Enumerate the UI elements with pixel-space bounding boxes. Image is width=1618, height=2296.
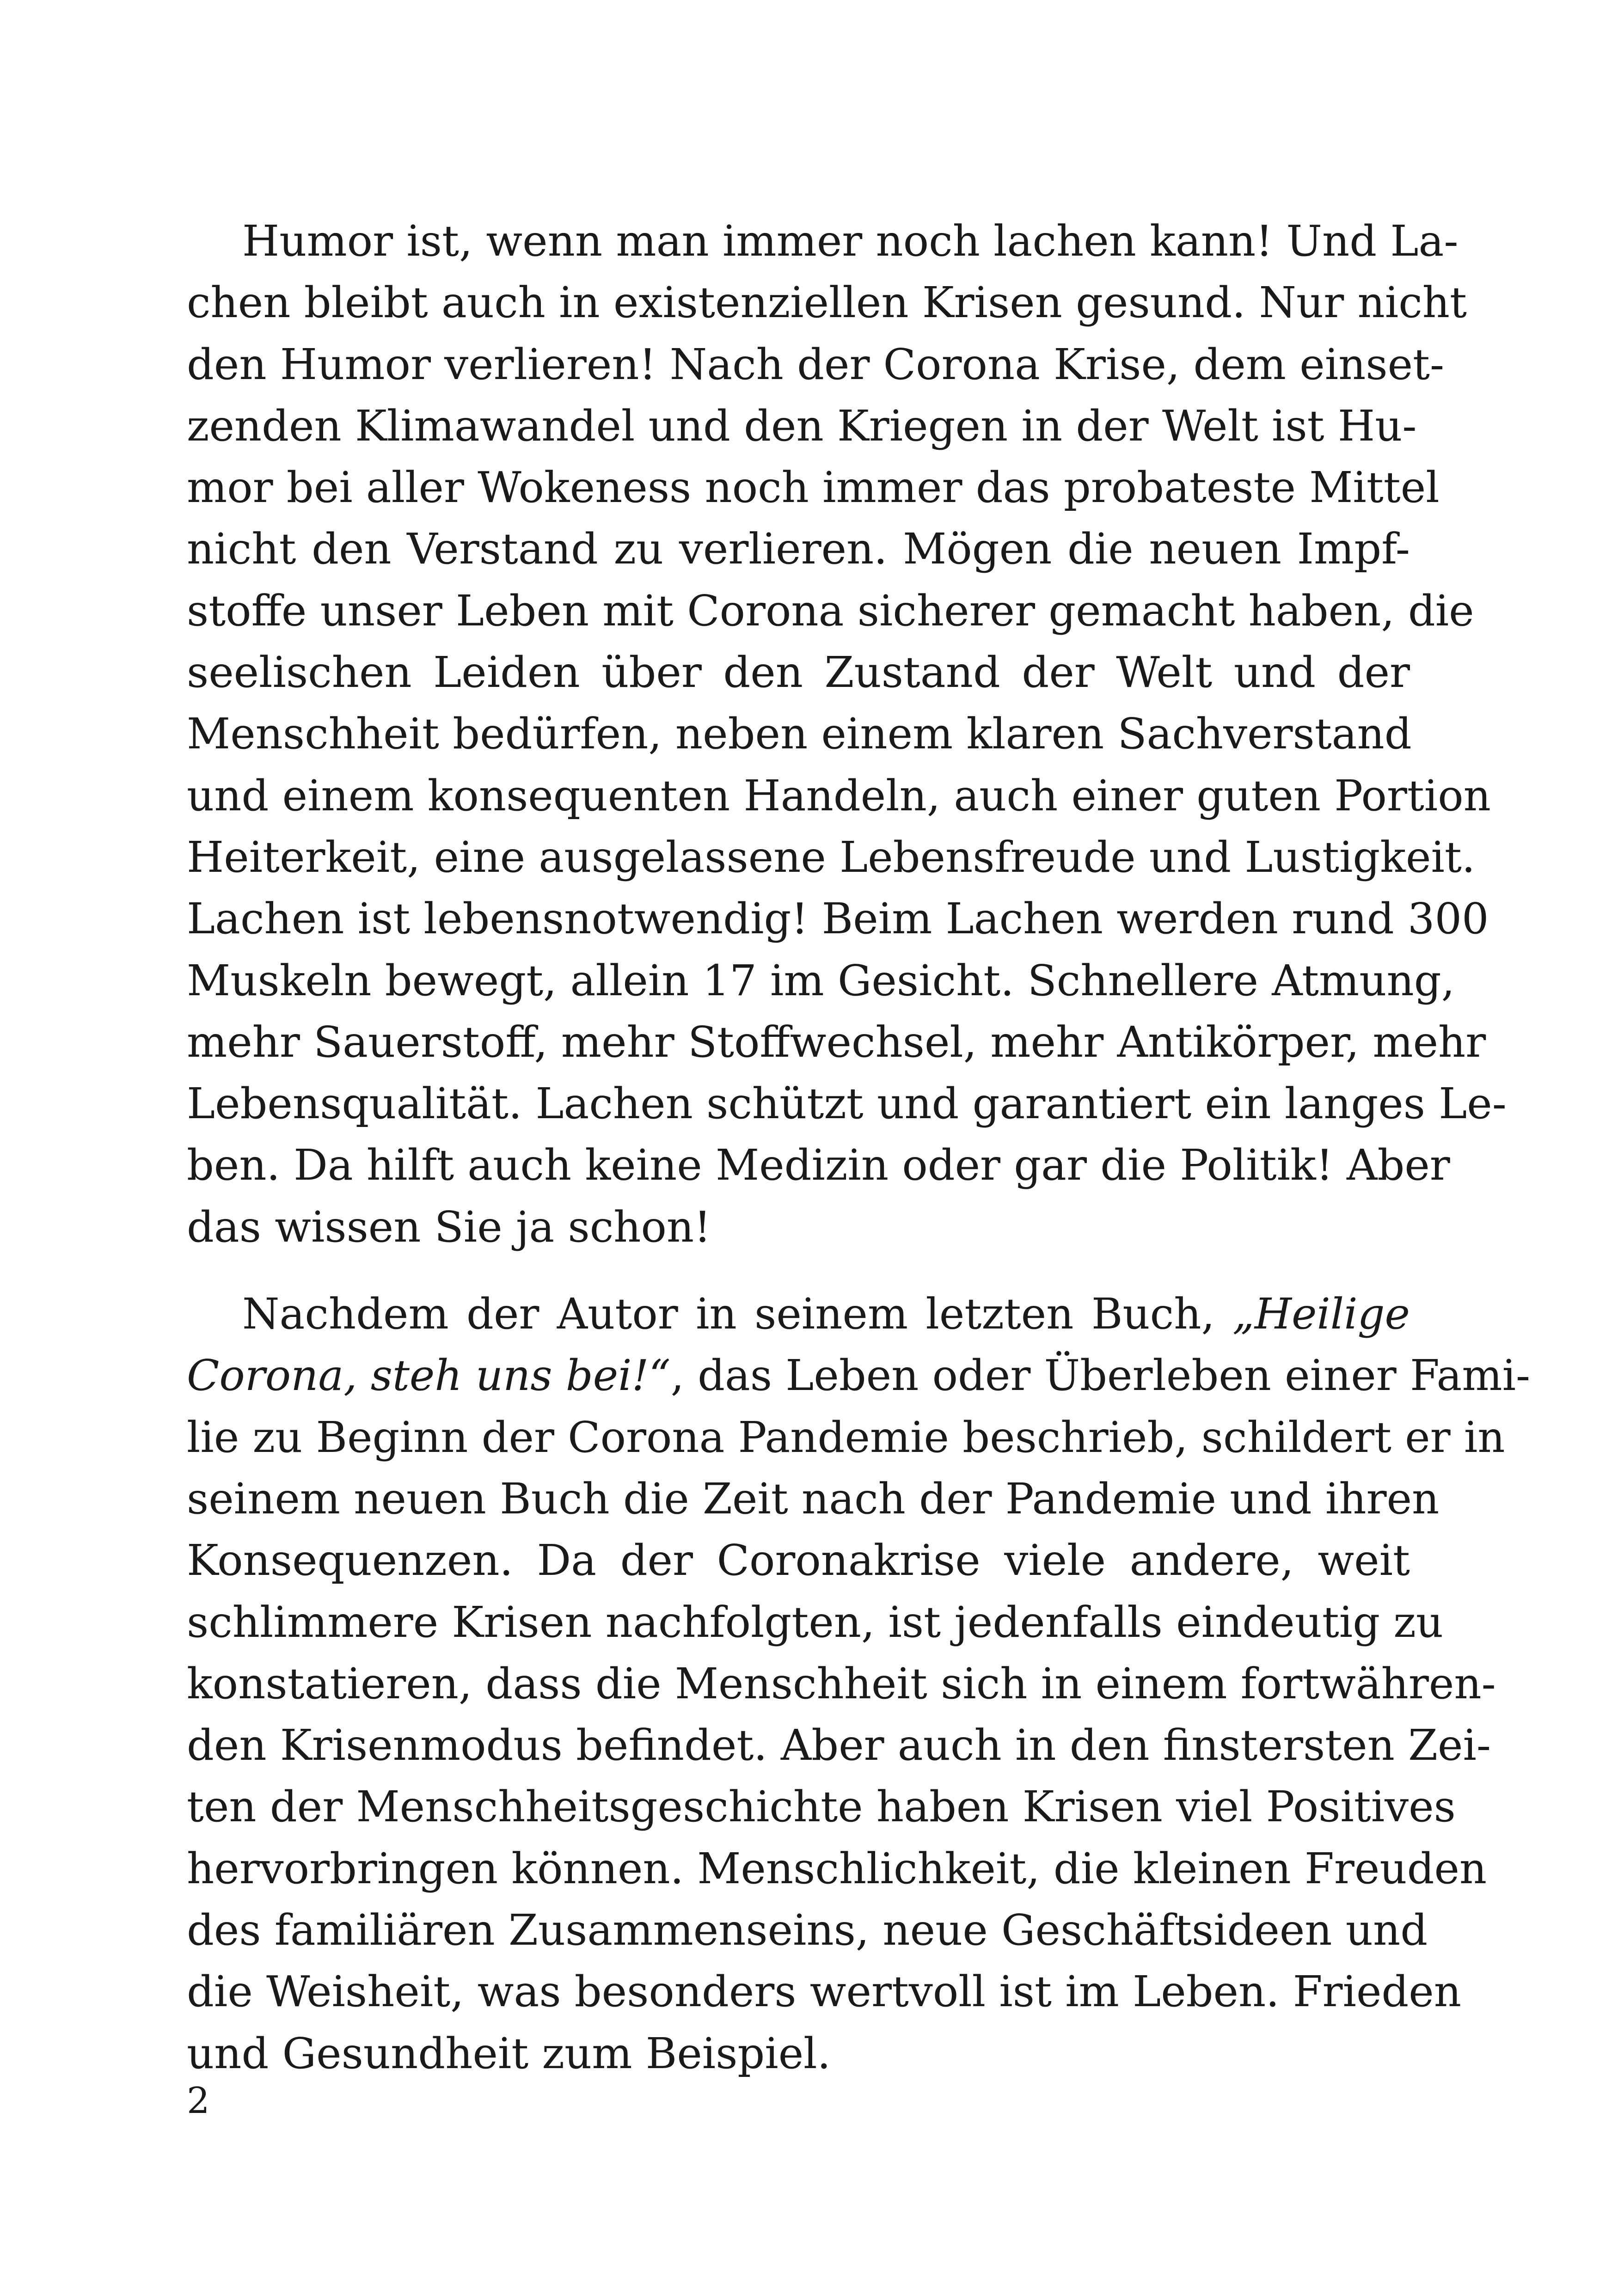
text-line: chen bleibt auch in existenziellen Krisen gesund. Nur nicht [187,278,1467,328]
text-line: und Gesundheit zum Beispiel. [187,2028,831,2078]
text-line: mehr Sauerstoff, mehr Stoffwechsel, mehr Antikörper, mehr [187,1017,1486,1067]
text-line: den Krisenmodus befindet. Aber auch in den finstersten Zei- [187,1720,1491,1770]
text-line: das wissen Sie ja schon! [187,1202,711,1252]
text-line [187,1283,1410,1345]
text-line: den Humor verlieren! Nach der Corona Krise, dem einset- [187,339,1445,389]
text-line: Humor ist, wenn man immer noch lachen kann! Und La- [242,216,1459,266]
text-run: Nachdem der Autor in seinem letzten Buch, [242,1289,1233,1339]
text-line: ben. Da hilft auch keine Medizin oder gar die Politik! Aber [187,1140,1450,1190]
text-line: seinem neuen Buch die Zeit nach der Pandemie und ihren [187,1474,1440,1524]
text-line: konstatieren, dass die Menschheit sich in einem fortwähren- [187,1659,1496,1708]
text-run: , das Leben oder Überleben einer Fami- [670,1351,1531,1401]
text-line: Lachen ist lebensnotwendig! Beim Lachen werden rund 300 [187,894,1489,944]
text-line: hervorbringen können. Menschlichkeit, die kleinen Freuden [187,1843,1487,1893]
page-number: 2 [187,2080,210,2122]
text-line: stoffe unser Leben mit Corona sicherer gemacht haben, die [187,586,1474,636]
book-title-italic: Corona, steh uns bei!“ [187,1351,671,1401]
text-line: die Weisheit, was besonders wertvoll ist im Leben. Frieden [187,1967,1461,2017]
text-line: schlimmere Krisen nachfolgten, ist jedenfalls eindeutig zu [187,1597,1444,1647]
paragraph-gap [187,1258,1410,1283]
text-line: des familiären Zusammenseins, neue Geschäftsideen und [187,1905,1428,1955]
text-line: zenden Klimawandel und den Kriegen in der Welt ist Hu- [187,401,1417,451]
text-line: Lebensqualität. Lachen schützt und garantiert ein langes Le- [187,1079,1507,1129]
paragraph-2 [187,1283,1531,2084]
text-line: ten der Menschheitsgeschichte haben Krisen viel Positives [187,1782,1456,1832]
text-line: und einem konsequenten Handeln, auch einer guten Portion [187,771,1491,820]
text-line: seelischen Leiden über den Zustand der Welt und der [187,648,1410,698]
book-title-italic: „Heilige [1232,1289,1410,1339]
text-line: Menschheit bedürfen, neben einem klaren Sachverstand [187,709,1412,759]
text-line [187,1345,1531,1406]
paragraph-1 [187,210,1507,1258]
text-line: nicht den Verstand zu verlieren. Mögen die neuen Impf- [187,524,1410,574]
text-line: Muskeln bewegt, allein 17 im Gesicht. Schnellere Atmung, [187,955,1455,1005]
text-line: mor bei aller Wokeness noch immer das probateste Mittel [187,463,1440,513]
body-text [187,210,1531,2084]
text-line: Heiterkeit, eine ausgelassene Lebensfreude und Lustigkeit. [187,832,1476,882]
text-line: lie zu Beginn der Corona Pandemie beschrieb, schildert er in [187,1412,1505,1462]
text-line: Konsequenzen. Da der Coronakrise viele andere, weit [187,1536,1410,1586]
